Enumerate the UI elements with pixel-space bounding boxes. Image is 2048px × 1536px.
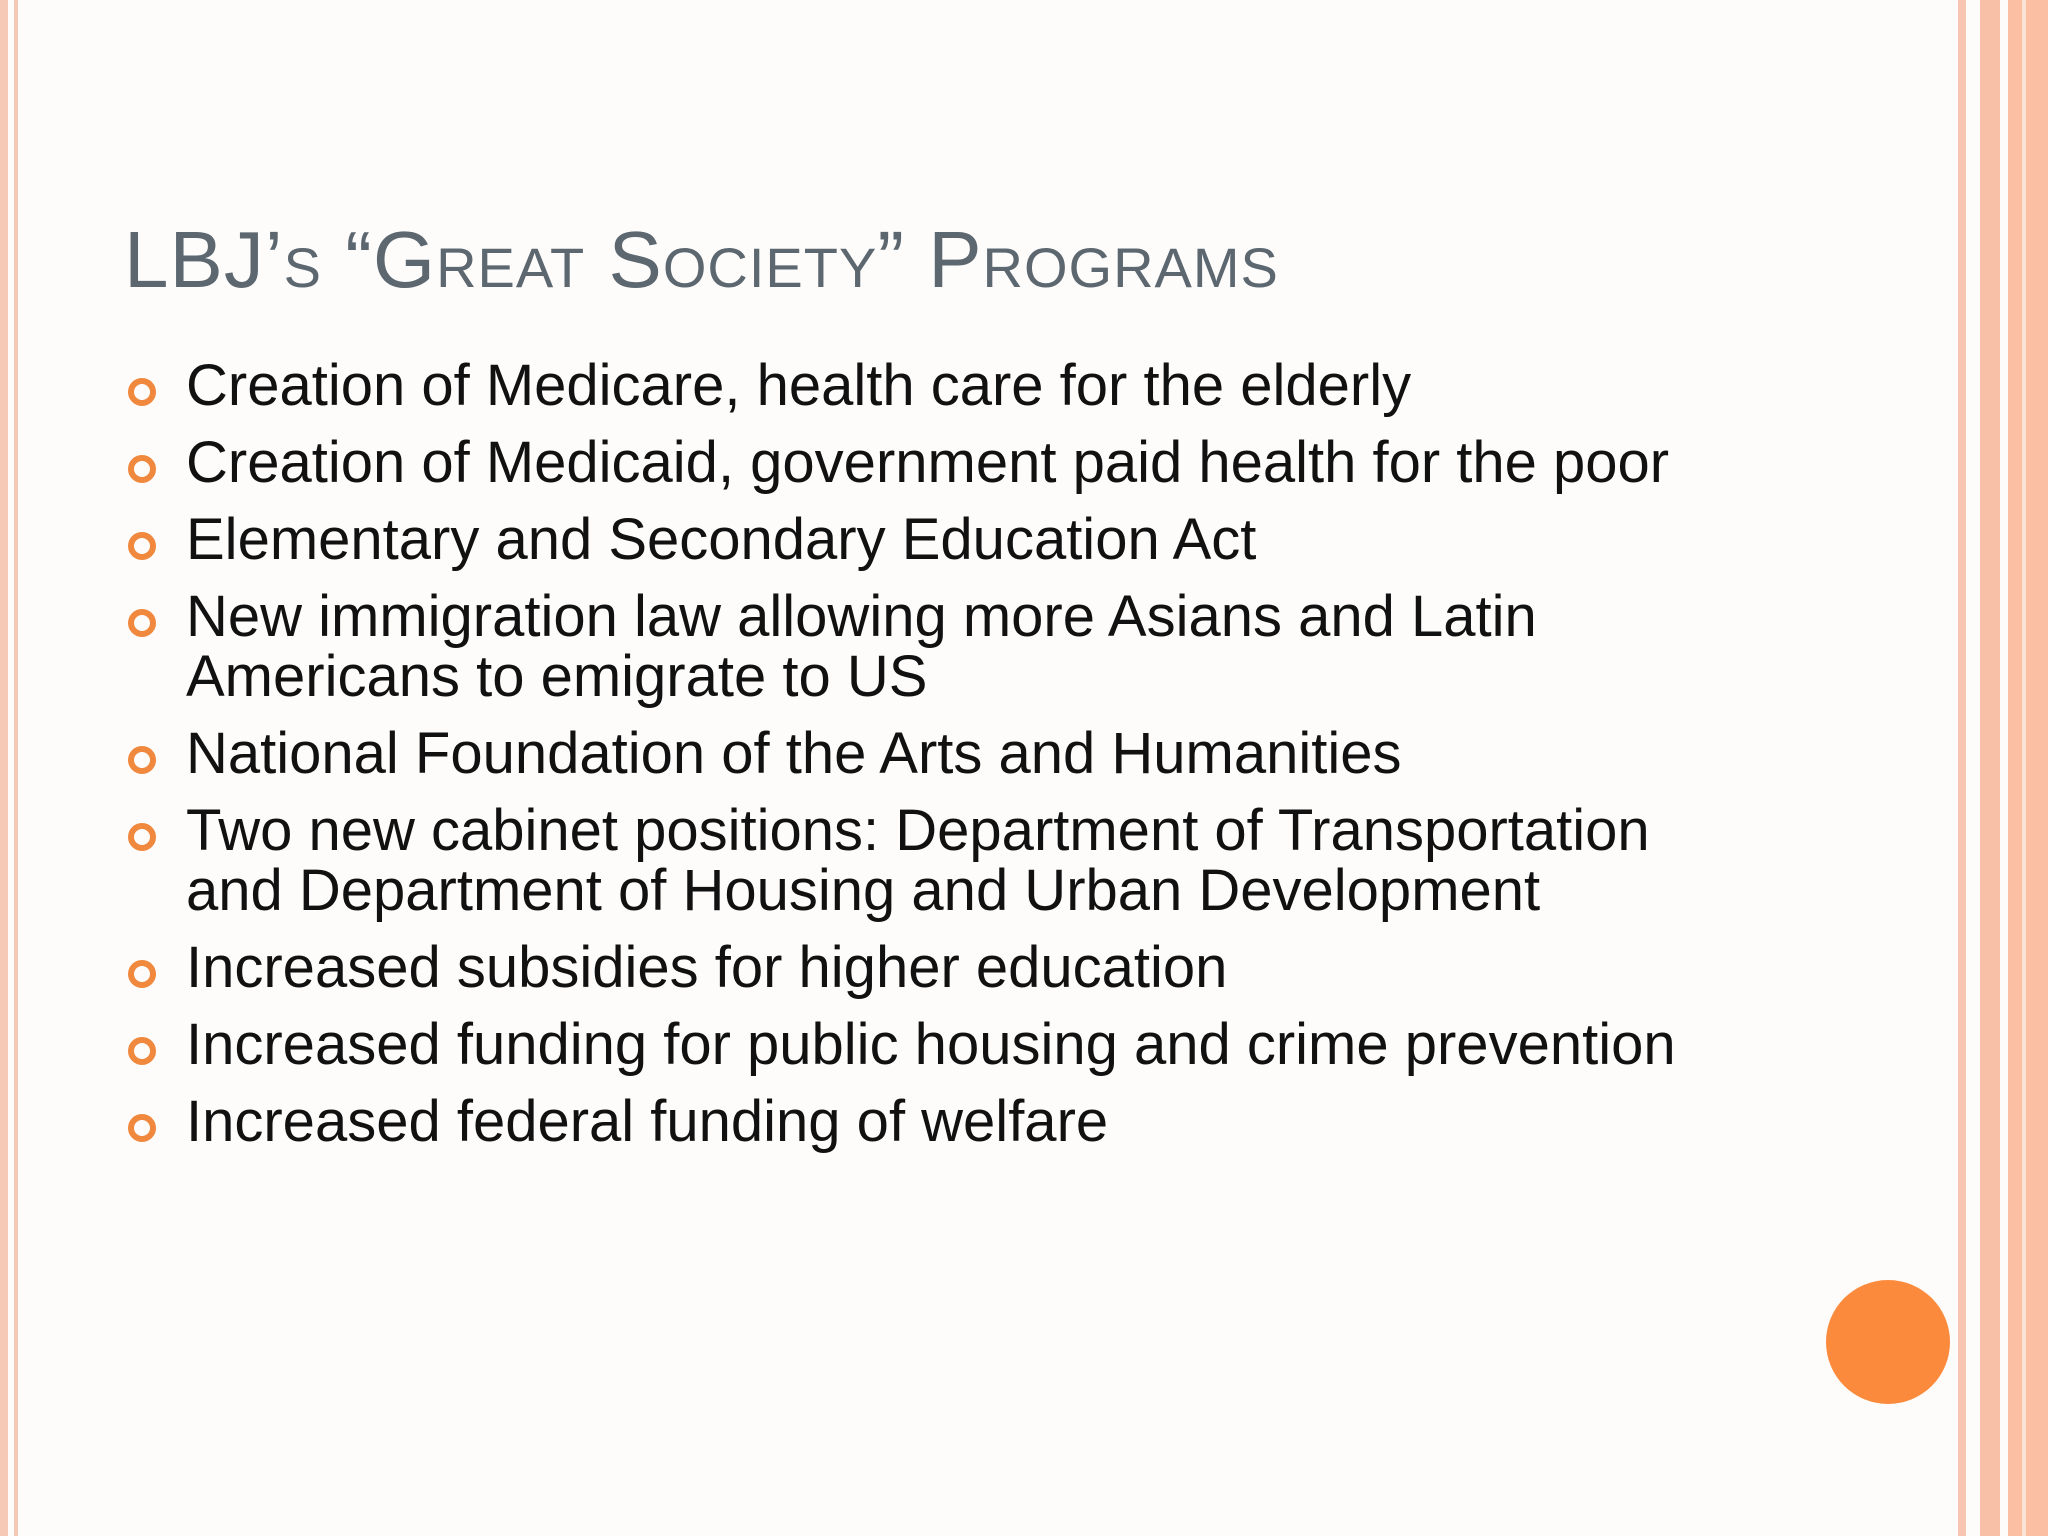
right-border-highlight [2022, 0, 2026, 1536]
bullet-item [124, 507, 1704, 572]
ring-bullet-icon [128, 823, 156, 851]
bullet-text: Increased federal funding of welfare [186, 1089, 1109, 1154]
left-border-thin-stripe [14, 0, 18, 1536]
bullet-text: New immigration law allowing more Asians and Latin Americans to emigrate to US [186, 584, 1537, 709]
right-border-stripe [1958, 0, 1966, 1536]
slide-title: LBJ’s “Great Society” Programs [124, 215, 1279, 304]
ring-bullet-icon [128, 532, 156, 560]
bullet-text: Increased subsidies for higher education [186, 935, 1228, 1000]
right-border-wide-stripe [2008, 0, 2048, 1536]
ring-bullet-icon [128, 1037, 156, 1065]
bullet-item [124, 721, 1704, 786]
bullet-text: Elementary and Secondary Education Act [186, 507, 1257, 572]
bullet-text: Increased funding for public housing and crime prevention [186, 1012, 1676, 1077]
bullet-item [124, 353, 1704, 418]
bullet-item [124, 935, 1704, 1000]
ring-bullet-icon [128, 378, 156, 406]
bullet-item [124, 798, 1704, 923]
bullet-item [124, 430, 1704, 495]
bullet-list [124, 353, 1704, 1169]
bullet-text: Creation of Medicare, health care for the elderly [186, 353, 1412, 418]
ring-bullet-icon [128, 960, 156, 988]
bullet-text: National Foundation of the Arts and Humanities [186, 721, 1402, 786]
bullet-item [124, 584, 1704, 709]
bullet-text: Two new cabinet positions: Department of Transportation and Department of Housing and Urban Development [186, 798, 1650, 923]
ring-bullet-icon [128, 746, 156, 774]
bullet-text: Creation of Medicaid, government paid health for the poor [186, 430, 1670, 495]
orange-circle-decoration [1826, 1280, 1950, 1404]
bullet-item [124, 1012, 1704, 1077]
ring-bullet-icon [128, 609, 156, 637]
right-border-mid-stripe [1980, 0, 2000, 1536]
bullet-item [124, 1089, 1704, 1154]
ring-bullet-icon [128, 455, 156, 483]
left-border-stripe [0, 0, 8, 1536]
ring-bullet-icon [128, 1114, 156, 1142]
